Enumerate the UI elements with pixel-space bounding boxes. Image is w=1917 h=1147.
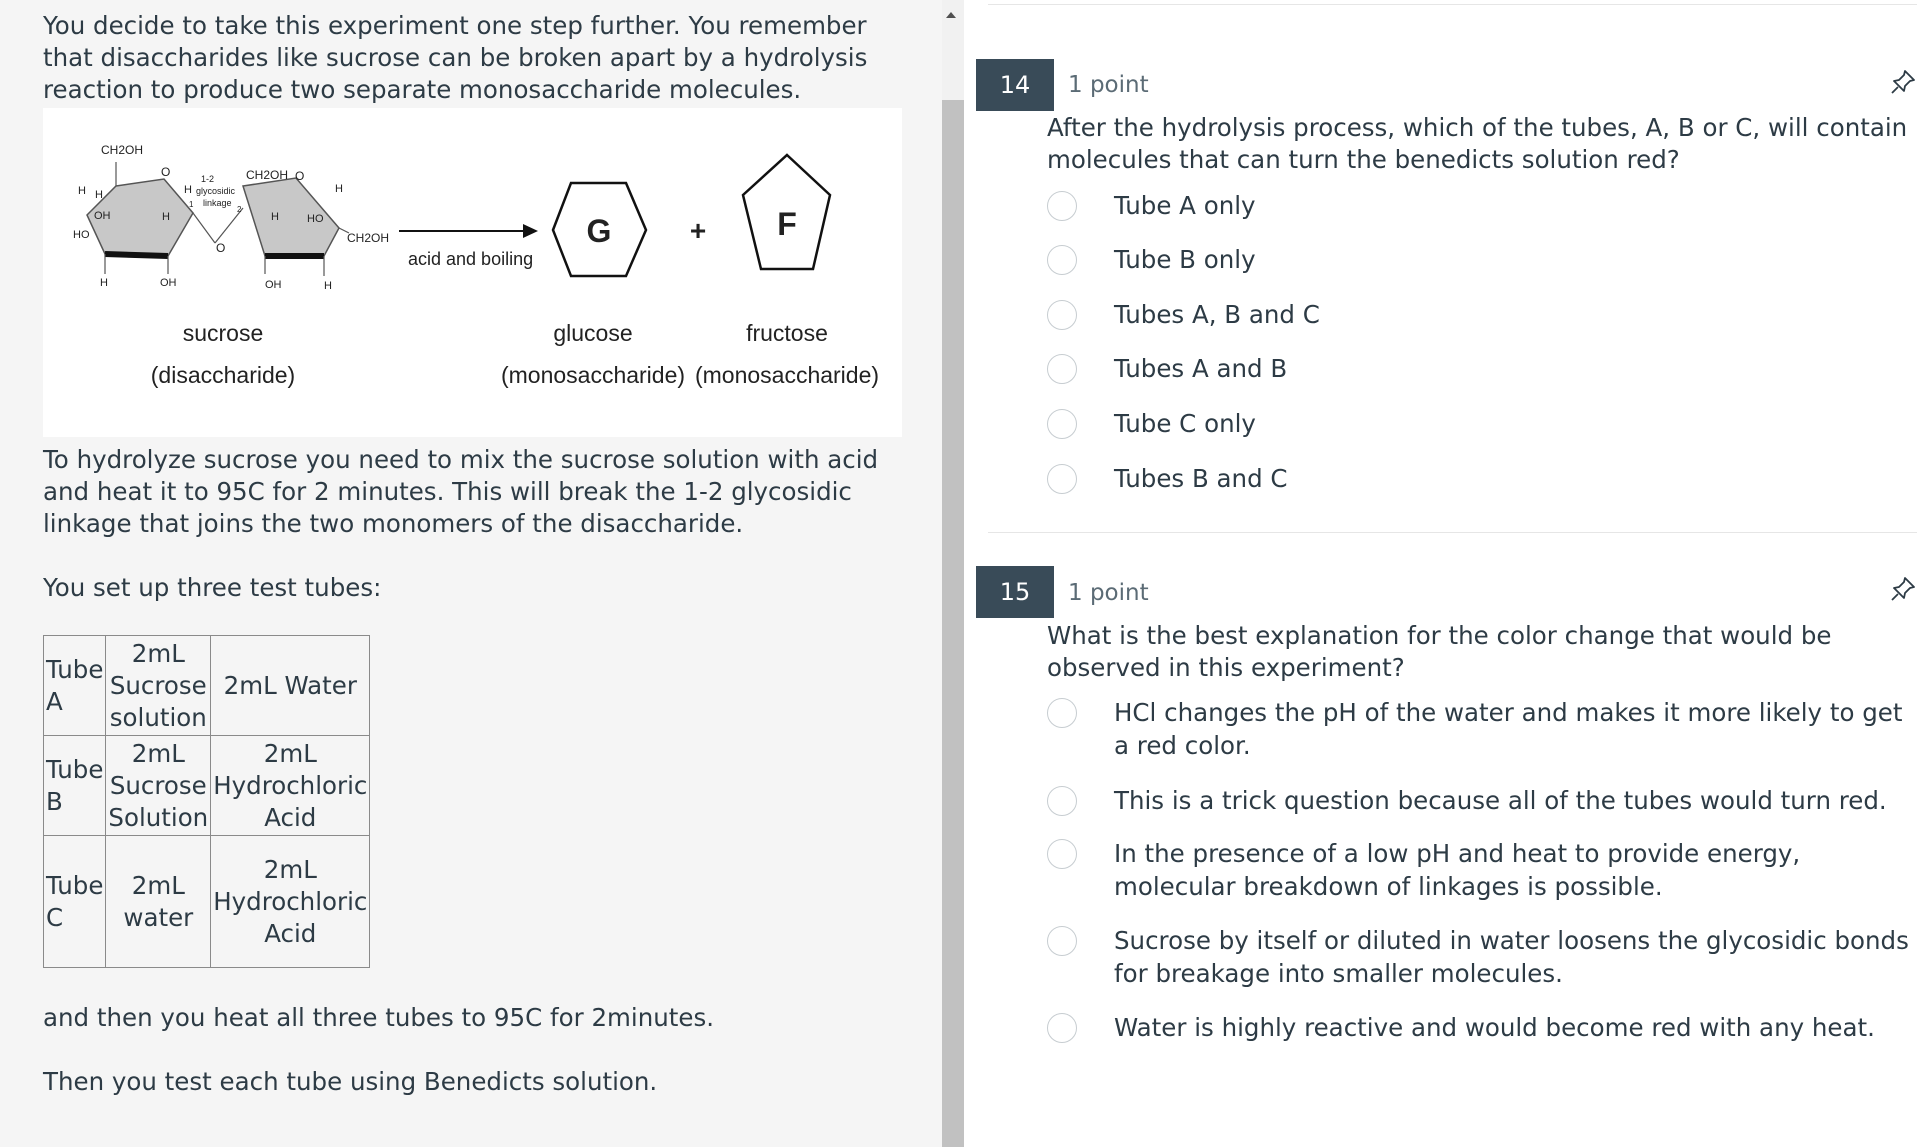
left-pane-scrollbar[interactable] [942,0,964,1147]
ho-label: HO [73,229,90,241]
table-cell: 2mL water [106,836,211,968]
table-cell: 2mL Hydrochloric Acid [211,836,370,968]
question-15-text: What is the best explanation for the color change that would be observed in this experiment? [1047,621,1832,682]
plus-sign: + [689,215,707,246]
option-label[interactable]: In the presence of a low pH and heat to provide energy, molecular breakdown of linkages is possible. [1114,839,1801,901]
oh-label: OH [94,210,111,222]
setup-text: You set up three test tubes: [43,573,382,602]
fructose-type: (monosaccharide) [694,362,880,388]
scroll-up-arrow-icon[interactable] [946,12,956,18]
oh-label: OH [160,277,177,289]
glycosidic-label: glycosidic [196,186,236,196]
radio-button[interactable] [1047,354,1077,384]
question-divider [988,532,1917,533]
h-label: H [324,280,332,292]
fructose-ring-shape [243,178,339,256]
question-14-text: After the hydrolysis process, which of the tubes, A, B or C, will contain molecules that can turn the benedicts solution red? [1047,113,1908,174]
question-14-points: 1 point [1068,72,1149,98]
radio-button[interactable] [1047,698,1077,728]
sucrose-name: sucrose [182,320,264,346]
question-15-points: 1 point [1068,580,1149,606]
radio-button[interactable] [1047,464,1077,494]
linkage-word-label: linkage [203,198,232,208]
oh-label: OH [265,279,282,291]
h-label: H [271,211,279,223]
option-label[interactable]: Water is highly reactive and would become red with any heat. [1114,1013,1875,1042]
table-row [44,736,370,836]
option-label[interactable]: Tubes A, B and C [1114,300,1320,329]
ho-label: HO [307,213,324,225]
table-row [44,836,370,968]
h-label: H [184,184,192,196]
radio-button[interactable] [1047,926,1077,956]
h-label: H [78,185,86,197]
sucrose-hydrolysis-figure [43,108,902,437]
option-label[interactable]: Tubes A and B [1114,354,1288,383]
hydrolyze-instructions: To hydrolyze sucrose you need to mix the sucrose solution with acid and heat it to 95C for 2 minutes. This will break the 1-2 glycosidic linkage that joins the two monomers of the disaccharide. [43,445,879,538]
radio-button[interactable] [1047,245,1077,275]
ch2oh-label-middle: CH2OH [246,168,289,182]
h-label: H [335,183,343,195]
bridge-oxygen-label: O [216,241,226,255]
glucose-type: (monosaccharide) [500,362,686,388]
scrollbar-thumb[interactable] [942,100,964,1147]
radio-button[interactable] [1047,839,1077,869]
intro-text: You decide to take this experiment one step further. You remember that disaccharides like sucrose can be broken apart by a hydrolysis reaction to produce two separate monosaccharide molecules. [43,11,868,104]
arrow-condition-label: acid and boiling [408,249,534,269]
table-cell: 2mL Hydrochloric Acid [211,736,370,836]
option-label[interactable]: Tube B only [1114,245,1256,274]
option-label[interactable]: HCl changes the pH of the water and makes it more likely to get a red color. [1114,698,1903,760]
heat-text: and then you heat all three tubes to 95C for 2minutes. [43,1003,715,1032]
question-stimulus-pane [0,0,942,1147]
option-label[interactable]: Tube C only [1114,409,1256,438]
test-text: Then you test each tube using Benedicts solution. [43,1067,658,1096]
hydrolysis-diagram [43,108,902,437]
option-label[interactable]: This is a trick question because all of the tubes would turn red. [1114,786,1887,815]
divider [988,4,1917,5]
option-label[interactable]: Sucrose by itself or diluted in water loosens the glycosidic bonds for breakage into smaller molecules. [1114,926,1909,988]
question-14-number-badge: 14 [976,59,1054,111]
carbon-number-2: 2 [237,205,242,214]
fructose-letter: F [777,206,797,242]
table-row [44,636,370,736]
ch2oh-label: CH2OH [101,143,144,157]
radio-button[interactable] [1047,409,1077,439]
carbon-number-1: 1 [189,200,194,209]
ch2oh-label-right: CH2OH [347,231,390,245]
h-label: H [95,189,103,201]
radio-button[interactable] [1047,300,1077,330]
linkage-number-label: 1-2 [201,174,215,184]
radio-button[interactable] [1047,191,1077,221]
h-label: H [162,211,170,223]
h-label: H [100,277,108,289]
question-15-number-badge: 15 [976,566,1054,618]
glucose-letter: G [586,213,612,249]
reaction-arrow-head [523,224,538,238]
sucrose-type: (disaccharide) [150,362,296,388]
fructose-name: fructose [746,320,828,346]
table-cell: 2mL Sucrose solution [106,636,211,736]
option-label[interactable]: Tubes B and C [1114,464,1288,493]
test-tube-table [43,635,370,968]
table-cell: Tube A [44,636,106,736]
pin-icon[interactable] [1889,575,1917,603]
ring-oxygen-label-2: O [295,169,305,183]
table-cell: 2mL Sucrose Solution [106,736,211,836]
bond-line [193,213,215,243]
pin-icon[interactable] [1889,68,1917,96]
radio-button[interactable] [1047,1013,1077,1043]
table-cell: 2mL Water [211,636,370,736]
radio-button[interactable] [1047,786,1077,816]
option-label[interactable]: Tube A only [1114,191,1256,220]
ring-oxygen-label: O [161,165,171,179]
table-cell: Tube B [44,736,106,836]
table-cell: Tube C [44,836,106,968]
glucose-name: glucose [553,320,633,346]
glucose-ring-bold-edge [105,254,168,256]
